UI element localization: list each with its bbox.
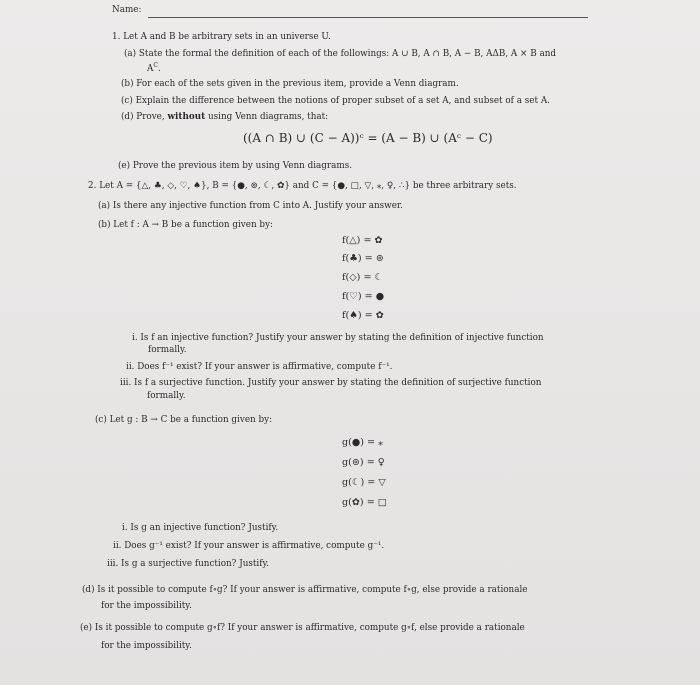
q2-intro: 2. Let A = {△, ♣, ◇, ♡, ♠}, B = {●, ⊚, ☾, ✿} and C = {●, □, ▽, ⁎, ♀, ∴} be three arbitrary sets. xyxy=(88,181,517,191)
f-row: f(♣) = ⊚ xyxy=(342,253,384,264)
g-row: g(☾) = ▽ xyxy=(342,477,386,488)
q1-intro: 1. Let A and B be arbitrary sets in an universe U. xyxy=(112,32,331,42)
q2c-iii: iii. Is g a surjective function? Justify. xyxy=(107,559,270,569)
q2b-iii-line2: formally. xyxy=(147,391,186,401)
q1c: (c) Explain the difference between the notions of proper subset of a set A, and subset of a set A. xyxy=(121,96,550,106)
q2c-i: i. Is g an injective function? Justify. xyxy=(122,523,279,533)
q2b-ii: ii. Does f⁻¹ exist? If your answer is affirmative, compute f⁻¹. xyxy=(126,362,393,372)
q2b-iii-line1: iii. Is f a surjective function. Justify your answer by stating the definition of surjective function xyxy=(120,378,542,388)
q2b: (b) Let f : A → B be a function given by: xyxy=(98,220,274,230)
f-row: f(△) = ✿ xyxy=(342,235,383,246)
q2e-line1: (e) Is it possible to compute g∘f? If your answer is affirmative, compute g∘f, else provide a rationale xyxy=(80,623,525,633)
q2d-line2: for the impossibility. xyxy=(101,601,192,611)
f-row: f(◇) = ☾ xyxy=(342,272,384,283)
q2e-line2: for the impossibility. xyxy=(101,641,192,651)
f-row: f(♡) = ● xyxy=(342,291,385,302)
q1a-line2: $A^C$. xyxy=(147,62,161,74)
name-label: Name: xyxy=(112,5,142,15)
q2b-i-line2: formally. xyxy=(148,345,187,355)
q1a-line1: (a) State the formal the definition of each of the followings: A ∪ B, A ∩ B, A − B, AΔB, A × B and xyxy=(124,49,557,59)
g-row: g(⊚) = ♀ xyxy=(342,457,385,468)
q2c: (c) Let g : B → C be a function given by: xyxy=(95,415,273,425)
q2b-i-line1: i. Is f an injective function? Justify your answer by stating the definition of injective function xyxy=(132,333,544,343)
g-row: g(✿) = □ xyxy=(342,497,387,508)
q2a: (a) Is there any injective function from C into A. Justify your answer. xyxy=(98,201,403,211)
q1d-formula: ((A ∩ B) ∪ (C − A))ᶜ = (A − B) ∪ (Aᶜ − C) xyxy=(243,131,493,145)
q1d: (d) Prove, without using Venn diagrams, that: xyxy=(121,112,329,122)
q1b: (b) For each of the sets given in the previous item, provide a Venn diagram. xyxy=(121,79,459,89)
g-row: g(●) = ⁎ xyxy=(342,437,383,448)
name-underline xyxy=(148,17,588,18)
q2c-ii: ii. Does g⁻¹ exist? If your answer is affirmative, compute g⁻¹. xyxy=(113,541,385,551)
q1e: (e) Prove the previous item by using Venn diagrams. xyxy=(118,161,353,171)
f-row: f(♠) = ✿ xyxy=(342,310,384,321)
q2d-line1: (d) Is it possible to compute f∘g? If your answer is affirmative, compute f∘g, else provide a rationale xyxy=(82,585,528,595)
